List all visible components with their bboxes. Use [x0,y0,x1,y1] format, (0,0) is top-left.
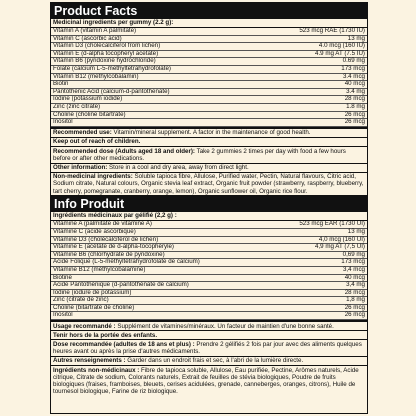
ingredient-name: Vitamine A (palmitate de vitamine A) [53,221,152,228]
ingredient-amount: 173 mcg [341,64,365,72]
ingredient-amount: 26 mcg [344,311,365,319]
english-recommended-use [51,127,367,138]
ingredient-amount: 3,4 mg [346,281,365,289]
ingredient-amount: 40 mcg [344,80,365,88]
non-medicinal-label: Ingrédients non-médicinaux : [53,366,140,374]
ingredient-row [51,58,367,66]
ingredient-amount: 1,8 mg [346,296,365,304]
ingredient-name: Vitamin B12 (methylcobalamin) [53,73,139,80]
recommended-dose-label: Recommended dose (Adults aged 18 and older): [53,147,195,155]
french-recommended-dose [51,340,367,356]
ingredient-row [51,244,367,252]
english-recommended-dose [51,147,367,163]
french-recommended-use [51,320,367,331]
ingredient-name: Vitamine C (acide ascorbique) [53,228,136,235]
ingredient-name: Acide Folique (L-5-méthyltétrahydrofolate de calcium) [53,259,200,266]
ingredient-name: Pantothenic Acid (calcium-d-pantothenate) [53,88,170,95]
ingredient-row [51,312,367,320]
ingredient-amount: 4,9 mg AT (7,5 UI) [315,243,365,251]
french-ingredients-subheader: Ingrédients médicinaux par gélifié (2,2 g) : [51,212,367,221]
ingredient-name: Inositol [53,119,73,126]
non-medicinal-label: Non-medicinal ingredients: [53,173,133,181]
french-non-medicinal-ingredients [51,366,367,396]
ingredient-amount: 28 mcg [344,288,365,296]
ingredient-amount: 28 mcg [344,95,365,103]
english-keep-out-warning [51,138,367,147]
recommended-use-text: Supplément de vitamines/minéraux. Un facteur de maintien d'une bonne santé. [117,322,334,330]
ingredient-row [51,112,367,120]
ingredient-row [51,282,367,290]
ingredient-amount: 523 mcg EAR (1730 UI) [299,220,365,228]
ingredient-amount: 523 mcg RAE (1730 IU) [299,27,365,34]
recommended-use-text: Vitamin/mineral supplement. A factor in the maintenance of good health. [113,129,311,137]
ingredient-amount: 26 mcg [344,110,365,118]
recommended-use-label: Usage recommandé : [53,322,116,330]
english-other-information [51,164,367,173]
other-info-label: Other information: [53,164,108,172]
ingredient-amount: 173 mcg [341,258,365,266]
ingredient-amount: 13 mg [347,227,365,235]
keep-out-text: Tenir hors de la portée des enfants. [53,331,158,339]
ingredient-row [51,305,367,313]
ingredient-name: Choline (bitartrate de choline) [53,304,135,311]
other-info-label: Autres renseignements : [53,357,126,365]
ingredient-row [51,275,367,283]
other-info-text: Store in a cool and dry area, away from direct light. [109,164,249,172]
ingredient-amount: 3,4 mcg [342,265,365,273]
ingredient-row [51,104,367,112]
ingredient-amount: 4.0 mcg (160 IU) [318,42,365,50]
ingredient-row [51,297,367,305]
ingredient-row [51,252,367,260]
ingredient-row [51,119,367,127]
ingredient-row [51,259,367,267]
ingredient-amount: 0.69 mg [342,57,365,65]
ingredient-row [51,221,367,229]
ingredient-name: Biotin [53,81,69,88]
english-ingredient-list [51,28,367,127]
ingredient-amount: 1.8 mg [346,102,365,110]
ingredient-name: Vitamin E (d-alpha tocopheryl acetate) [53,50,159,57]
ingredient-name: Choline (choline bitartrate) [53,111,126,118]
french-keep-out-warning [51,331,367,340]
ingredient-row [51,81,367,89]
ingredient-row [51,290,367,298]
french-other-information [51,357,367,366]
ingredient-name: Zinc (citrate de zinc) [53,297,109,304]
other-info-text: Garder dans un endroit frais et sec, à l'abri de la lumière directe. [127,357,304,365]
keep-out-text: Keep out of reach of children. [53,138,141,146]
ingredient-name: Vitamin A (vitamin A palmitate) [53,28,137,34]
ingredient-row [51,96,367,104]
ingredient-amount: 40 mcg [344,273,365,281]
ingredient-row [51,66,367,74]
english-non-medicinal-ingredients [51,173,367,197]
ingredient-row [51,74,367,82]
product-facts-panel [50,2,368,414]
non-medicinal-text: Fibre de tapioca soluble, Allulose, Eau purifiée, Pectine, Arômes naturels, Acide citrique, Citrate de sodium, Colorants naturels, Extrait de feuilles de stévia biologiques, Poudre de fruits biologiques (fraises, framboises, bleuets, cerises acidulées, grenade, canneberges, oranges, citrons), Huile de tournesol biologique, Farine de riz biologique. [53,366,359,396]
ingredient-amount: 3.4 mg [346,87,365,95]
french-ingredient-list [51,221,367,320]
ingredient-name: Vitamine E (acétate de d-alpha-tocophéryle) [53,244,174,251]
ingredient-name: Inositol [53,312,73,319]
ingredient-name: Vitamin B6 (pyridoxine hydrochloride) [53,58,156,65]
recommended-use-label: Recommended use: [53,129,112,137]
ingredient-row [51,28,367,36]
recommended-dose-text: Take 2 gummies 2 times per day with food a few hours before or after other medications. [53,147,346,162]
english-ingredients-subheader: Medicinal ingredients per gummy (2.2 g): [51,19,367,28]
ingredient-amount: 26 mcg [344,303,365,311]
ingredient-name: Iodine (iodure de potassium) [53,289,132,296]
english-title: Product Facts [51,3,367,19]
ingredient-name: Acide Pantothénique (d-pantothénate de calcium) [53,282,189,289]
ingredient-name: Vitamine B12 (méthylcobalamine) [53,266,146,273]
ingredient-amount: 3.4 mcg [342,72,365,80]
non-medicinal-text: Soluble tapioca fibre, Allulose, Purified water, Pectin, Natural flavours, Citric acid, Sodium citrate, Natural colours, Organic stevia leaf extract, Organic fruit powder (strawberry, raspberry, blueberry, tart cherry, pomegranate, cranberry, orange, lemon), Organic sunflower oil, Organic rice flour. [53,173,364,195]
ingredient-row [51,267,367,275]
ingredient-amount: 4.9 mg AT (7.5 IU) [315,49,365,57]
recommended-dose-label: Dose recommandée (adultes de 18 ans et plus) : [53,340,195,348]
recommended-dose-text: Prendre 2 gélifiés 2 fois par jour avec des aliments quelques heures avant ou après la prise d'autres médicaments. [53,340,362,356]
ingredient-amount: 4,0 mcg (160 UI) [318,235,365,243]
ingredient-name: Vitamin D3 (cholecalciferol from lichen) [53,43,161,50]
ingredient-name: Biotine [53,274,72,281]
ingredient-row [51,51,367,59]
french-title: Info Produit [51,196,367,212]
ingredient-name: Vitamin C (ascorbic acid) [53,35,122,42]
ingredient-name: Zinc (zinc citrate) [53,103,101,110]
ingredient-name: Iodine (potassium iodide) [53,96,123,103]
ingredient-name: Vitamine B6 (chlorhydrate de pyridoxine) [53,251,165,258]
ingredient-amount: 26 mcg [344,118,365,126]
ingredient-amount: 13 mg [347,34,365,42]
ingredient-row [51,89,367,97]
ingredient-name: Folate (calcium L-5-methyltetrahydrofolate) [53,65,171,72]
ingredient-amount: 0,69 mg [342,250,365,258]
ingredient-name: Vitamine D3 (cholécalciférol de lichen) [53,236,159,243]
